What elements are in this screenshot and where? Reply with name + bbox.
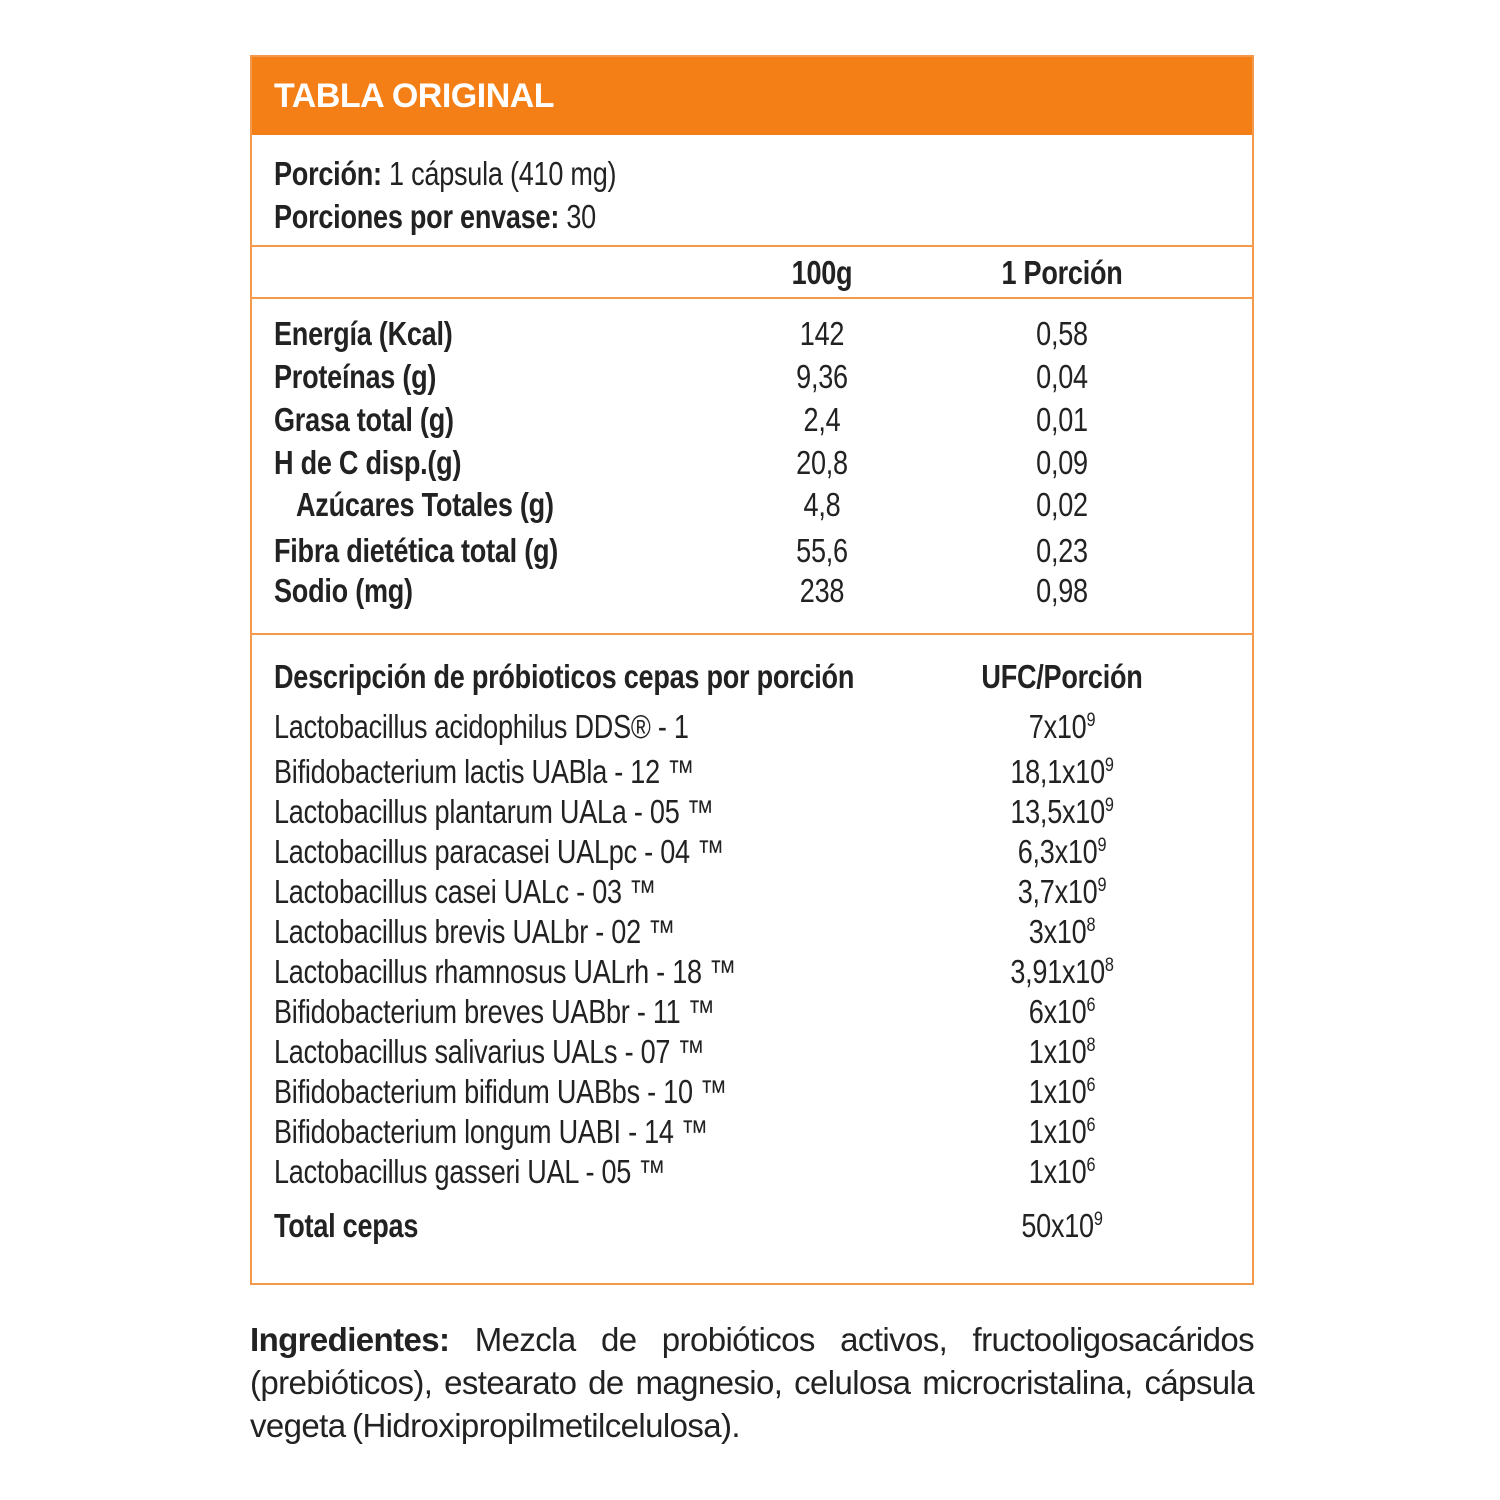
strain-name: Lactobacillus paracasei UALpc - 04 ™ [274, 833, 724, 870]
serving-size-value: 1 cápsula (410 mg) [381, 155, 617, 192]
nutrient-value-serving: 0,58 [1036, 315, 1088, 352]
strain-ufc: $3,7x10^9$ [1017, 873, 1107, 910]
strain-ufc: $1x10^6$ [1028, 1073, 1096, 1110]
nutrient-value-100g: 9,36 [796, 358, 848, 395]
total-strains-label: Total cepas [274, 1207, 419, 1244]
total-strains-value: $50x10^9$ [1021, 1207, 1103, 1244]
servings-per-pack-value: 30 [559, 198, 596, 235]
divider [252, 633, 1252, 635]
nutrient-name: H de C disp.(g) [274, 444, 462, 481]
divider [252, 245, 1252, 247]
strain-ufc: $18,1x10^9$ [1010, 753, 1114, 790]
table-title: TABLA ORIGINAL [252, 57, 1252, 135]
strain-ufc: $1x10^8$ [1028, 1033, 1096, 1070]
strain-name: Lactobacillus salivarius UALs - 07 ™ [274, 1033, 705, 1070]
nutrient-value-serving: 0,09 [1036, 444, 1088, 481]
strain-name: Bifidobacterium longum UABI - 14 ™ [274, 1113, 708, 1150]
strain-name: Bifidobacterium bifidum UABbs - 10 ™ [274, 1073, 727, 1110]
strain-ufc: $3,91x10^8$ [1010, 953, 1114, 990]
servings-per-pack [274, 200, 596, 233]
strain-name: Lactobacillus plantarum UALa - 05 ™ [274, 793, 714, 830]
probiotics-header-ufc: UFC/Porción [981, 658, 1143, 695]
nutrient-name: Energía (Kcal) [274, 315, 453, 352]
divider [252, 297, 1252, 299]
strain-name: Bifidobacterium lactis UABla - 12 ™ [274, 753, 695, 790]
serving-size-label: Porción: [274, 155, 382, 192]
strain-name: Bifidobacterium breves UABbr - 11 ™ [274, 993, 715, 1030]
nutrient-value-serving: 0,23 [1036, 532, 1088, 569]
ingredients-text: Mezcla de probióticos activos, fructooligosacáridos (prebióticos), estearato de magnesio, celulosa microcristalina, cápsula vegeta (Hidroxipropilmetilcelulosa). [250, 1321, 1254, 1444]
servings-per-pack-label: Porciones por envase: [274, 198, 560, 235]
strain-ufc: $3x10^8$ [1028, 913, 1096, 950]
ingredients-paragraph [250, 1318, 1254, 1447]
nutrient-value-100g: 142 [799, 315, 845, 352]
nutrient-name-sub: Azúcares Totales (g) [296, 486, 554, 523]
strain-name: Lactobacillus casei UALc - 03 ™ [274, 873, 656, 910]
strain-ufc: $6,3x10^9$ [1017, 833, 1107, 870]
probiotics-header-description: Descripción de próbioticos cepas por porción [274, 658, 855, 695]
strain-name: Lactobacillus gasseri UAL - 05 ™ [274, 1153, 666, 1190]
nutrient-value-serving: 0,98 [1036, 572, 1088, 609]
nutrient-name: Fibra dietética total (g) [274, 532, 559, 569]
strain-ufc: $6x10^6$ [1028, 993, 1096, 1030]
strain-ufc: $1x10^6$ [1028, 1153, 1096, 1190]
nutrient-value-100g: 2,4 [803, 401, 841, 438]
nutrient-value-100g: 238 [799, 572, 845, 609]
nutrient-value-serving: 0,04 [1036, 358, 1088, 395]
strain-ufc: $7x10^9$ [1028, 708, 1096, 745]
strain-ufc: $13,5x10^9$ [1010, 793, 1114, 830]
nutrient-value-100g: 55,6 [796, 532, 848, 569]
nutrient-name: Grasa total (g) [274, 401, 454, 438]
nutrient-value-serving: 0,02 [1036, 486, 1088, 523]
strain-name: Lactobacillus rhamnosus UALrh - 18 ™ [274, 953, 736, 990]
nutrient-name: Sodio (mg) [274, 572, 413, 609]
ingredients-label: Ingredientes: [250, 1321, 450, 1358]
column-header-serving: 1 Porción [1001, 254, 1123, 291]
nutrient-value-100g: 4,8 [803, 486, 841, 523]
nutrient-value-100g: 20,8 [796, 444, 848, 481]
strain-ufc: $1x10^6$ [1028, 1113, 1096, 1150]
strain-name: Lactobacillus acidophilus DDS® - 1 [274, 708, 689, 745]
column-header-100g: 100g [791, 254, 853, 291]
nutrient-value-serving: 0,01 [1036, 401, 1088, 438]
nutrient-name: Proteínas (g) [274, 358, 437, 395]
nutrition-table [250, 55, 1254, 1285]
serving-size [274, 157, 616, 190]
strain-name: Lactobacillus brevis UALbr - 02 ™ [274, 913, 675, 950]
